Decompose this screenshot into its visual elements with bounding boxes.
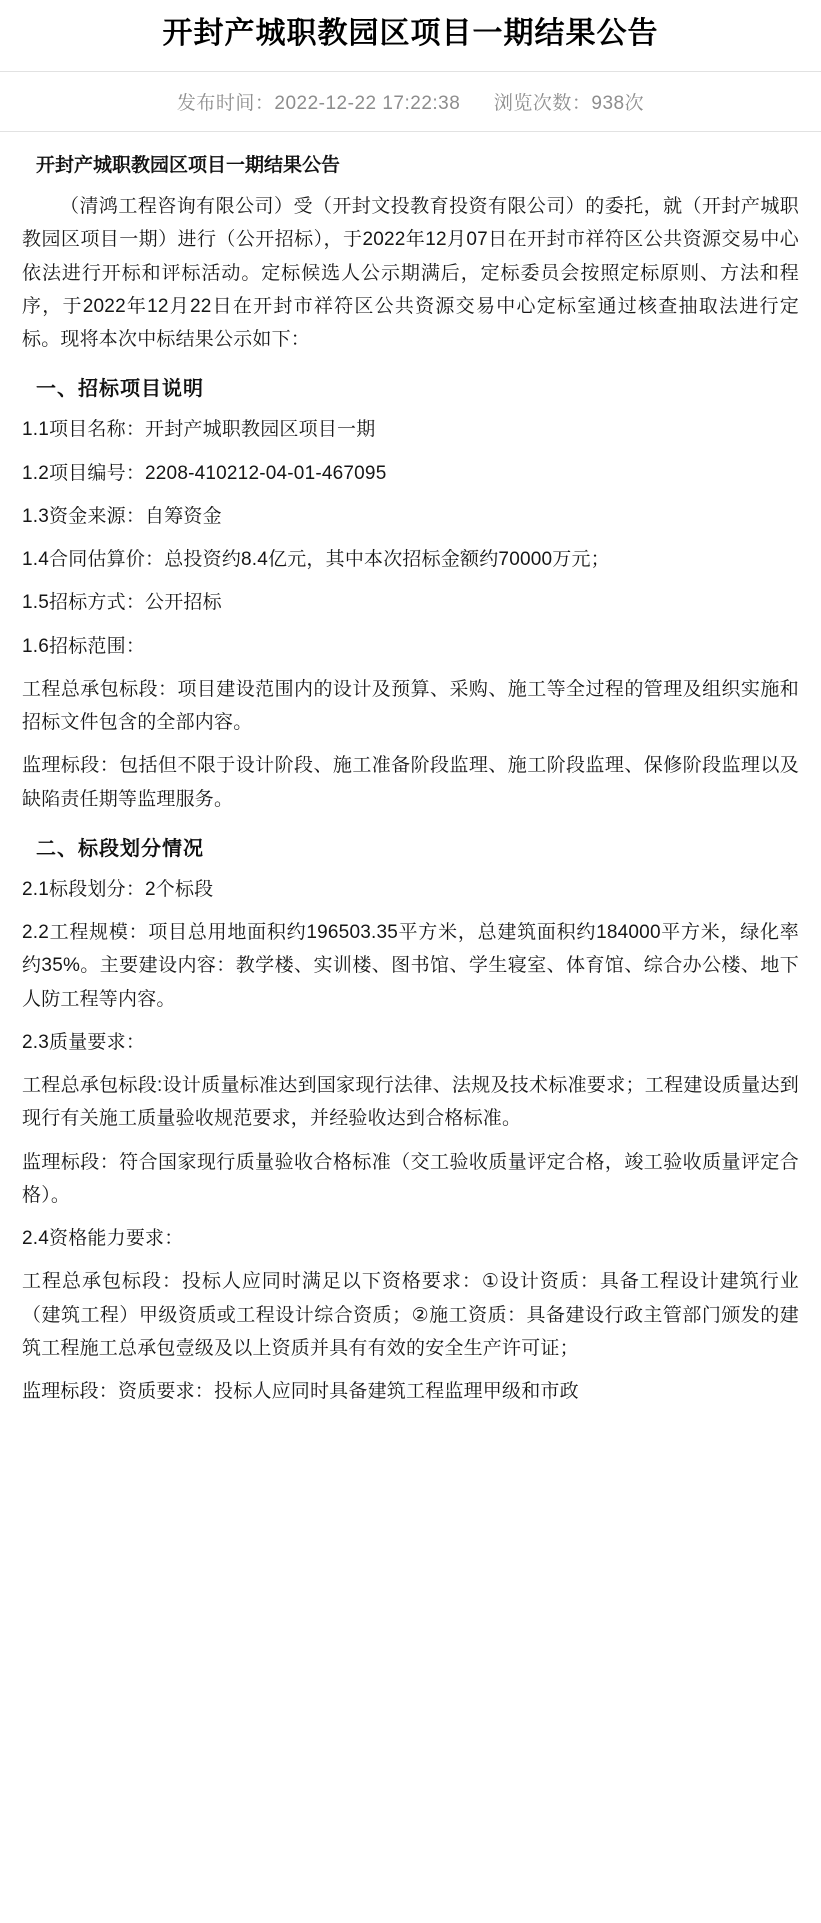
section-1-paragraph-5: 1.5招标方式：公开招标 xyxy=(22,592,222,614)
view-count-value: 938次 xyxy=(591,92,645,114)
section-2-paragraph-2: 2.2工程规模：项目总用地面积约196503.35平方米，总建筑面积约184000平方米，绿化率约35%。主要建设内容：教学楼、实训楼、图书馆、学生寝室、体育馆、综合办公楼、地下人防工程等内容。 xyxy=(22,922,799,1010)
publish-time-label: 发布时间： xyxy=(176,92,275,114)
section-heading-2: 二、标段划分情况 xyxy=(36,837,204,860)
section-2-paragraph-6: 2.4资格能力要求： xyxy=(22,1228,184,1249)
section-1-paragraph-6: 1.6招标范围： xyxy=(22,635,146,657)
section-1-paragraph-1: 1.1项目名称：开封产城职教园区项目一期 xyxy=(22,419,376,441)
view-count-group xyxy=(494,93,644,114)
document-body xyxy=(0,132,821,1409)
section-1-paragraph-3: 1.3资金来源：自筹资金 xyxy=(22,505,222,527)
section-1-paragraph-4: 1.4合同估算价：总投资约8.4亿元，其中本次招标金额约70000万元； xyxy=(22,549,610,570)
section-2-paragraph-8: 监理标段：资质要求：投标人应同时具备建筑工程监理甲级和市政 xyxy=(22,1381,579,1402)
page-title: 开封产城职教园区项目一期结果公告 xyxy=(162,17,659,50)
section-1-paragraph-2: 1.2项目编号：2208-410212-04-01-467095 xyxy=(22,462,387,484)
document-meta-bar xyxy=(0,71,821,132)
section-2-paragraph-4: 工程总承包标段:设计质量标准达到国家现行法律、法规及技术标准要求；工程建设质量达到现行有关施工质量验收规范要求，并经验收达到合格标准。 xyxy=(22,1075,799,1130)
section-1-paragraph-7: 工程总承包标段：项目建设范围内的设计及预算、采购、施工等全过程的管理及组织实施和招标文件包含的全部内容。 xyxy=(22,678,799,733)
publish-time-value: 2022-12-22 17:22:38 xyxy=(274,92,461,114)
document-subtitle: 开封产城职教园区项目一期结果公告 xyxy=(36,154,341,176)
publish-time-group xyxy=(177,93,466,114)
section-2-paragraph-7: 工程总承包标段：投标人应同时满足以下资格要求：①设计资质：具备工程设计建筑行业（建筑工程）甲级资质或工程设计综合资质；②施工资质：具备建设行政主管部门颁发的建筑工程施工总承包壹级及以上资质并具有有效的安全生产许可证； xyxy=(22,1271,799,1359)
view-count-label: 浏览次数： xyxy=(493,92,592,114)
section-2-paragraph-1: 2.1标段划分：2个标段 xyxy=(22,878,214,900)
section-2-paragraph-5: 监理标段：符合国家现行质量验收合格标准（交工验收质量评定合格，竣工验收质量评定合格）。 xyxy=(22,1151,799,1206)
intro-paragraph: （清鸿工程咨询有限公司）受（开封文投教育投资有限公司）的委托，就（开封产城职教园区项目一期）进行（公开招标），于2022年12月07日在开封市祥符区公共资源交易中心依法进行开标和评标活动。定标候选人公示期满后，定标委员会按照定标原则、方法和程序，于2022年12月22日在开封市祥符区公共资源交易中心定标室通过核查抽取法进行定标。现将本次中标结果公示如下： xyxy=(22,196,799,350)
section-1-paragraph-8: 监理标段：包括但不限于设计阶段、施工准备阶段监理、施工阶段监理、保修阶段监理以及缺陷责任期等监理服务。 xyxy=(22,755,799,810)
section-heading-1: 一、招标项目说明 xyxy=(36,378,204,401)
section-2-paragraph-3: 2.3质量要求： xyxy=(22,1031,146,1053)
